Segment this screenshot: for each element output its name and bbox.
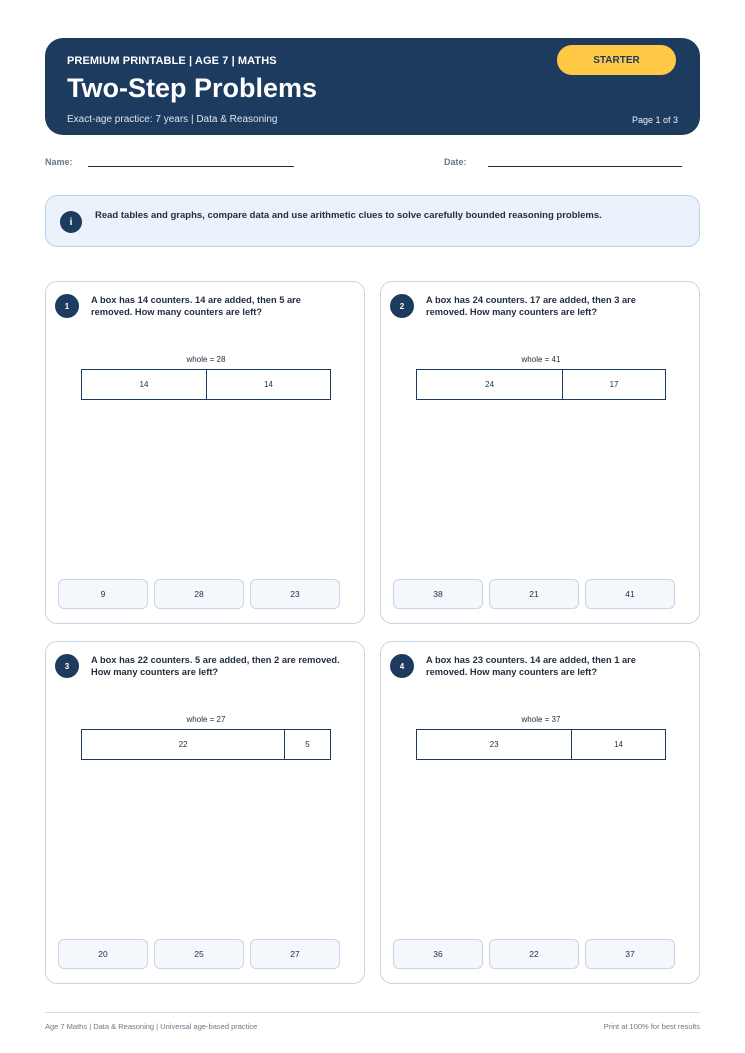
page-indicator: Page 1 of 3 (631, 115, 678, 125)
date-label: Date: (444, 157, 467, 167)
bar-model-part: 14 (571, 730, 665, 759)
bar-model (81, 369, 331, 400)
problem-number: 4 (390, 654, 414, 678)
answer-option-button[interactable]: 23 (250, 579, 340, 609)
answer-option-button[interactable]: 22 (489, 939, 579, 969)
problem-question: A box has 22 counters. 5 are added, then 2 are removed. How many counters are left? (91, 655, 340, 677)
answer-option-button[interactable]: 28 (154, 579, 244, 609)
problem-number: 2 (390, 294, 414, 318)
level-badge: STARTER (557, 45, 676, 75)
answer-options (393, 939, 675, 969)
answer-option-button[interactable]: 37 (585, 939, 675, 969)
footer-divider (45, 1012, 700, 1013)
bar-model (416, 729, 666, 760)
answer-option-button[interactable]: 20 (58, 939, 148, 969)
answer-options (58, 939, 340, 969)
problem-card (45, 281, 365, 624)
problem-number: 1 (55, 294, 79, 318)
bar-model-part: 17 (562, 370, 665, 399)
header-subtitle: Exact-age practice: 7 years | Data & Reasoning (67, 114, 278, 125)
answer-option-button[interactable]: 21 (489, 579, 579, 609)
answer-option-button[interactable]: 9 (58, 579, 148, 609)
bar-model-part: 5 (284, 730, 330, 759)
problem-question: A box has 24 counters. 17 are added, then 3 are removed. How many counters are left? (426, 295, 636, 317)
bar-model-part: 14 (139, 380, 149, 389)
bar-model-part: 22 (178, 740, 188, 749)
answer-options (58, 579, 340, 609)
answer-options (393, 579, 675, 609)
bar-model-whole-label: whole = 37 (521, 715, 561, 724)
bar-model (81, 729, 331, 760)
bar-model-whole-label: whole = 28 (186, 355, 226, 364)
answer-option-button[interactable]: 36 (393, 939, 483, 969)
problem-question: A box has 23 counters. 14 are added, then 1 are removed. How many counters are left? (426, 655, 636, 677)
bar-model-whole-label: whole = 41 (521, 355, 561, 364)
answer-option-button[interactable]: 38 (393, 579, 483, 609)
problem-card (45, 641, 365, 984)
bar-model (416, 369, 666, 400)
page-title: Two-Step Problems (67, 73, 318, 103)
name-label: Name: (45, 157, 73, 167)
problem-card (380, 281, 700, 624)
header-eyebrow: PREMIUM PRINTABLE | AGE 7 | MATHS (67, 55, 277, 67)
problem-question: A box has 14 counters. 14 are added, then 5 are removed. How many counters are left? (91, 295, 301, 317)
info-icon: i (60, 211, 82, 233)
instructions-box (45, 195, 700, 247)
bar-model-part: 24 (485, 380, 495, 389)
answer-option-button[interactable]: 41 (585, 579, 675, 609)
answer-option-button[interactable]: 25 (154, 939, 244, 969)
name-field[interactable] (88, 166, 294, 167)
instructions-text: Read tables and graphs, compare data and use arithmetic clues to solve carefully bounded reasoning problems. (95, 210, 602, 221)
date-field[interactable] (488, 166, 682, 167)
bar-model-part: 14 (206, 370, 330, 399)
worksheet-header (45, 38, 700, 135)
footer-note: Age 7 Maths | Data & Reasoning | Universal age-based practice (45, 1022, 258, 1031)
problem-card (380, 641, 700, 984)
footer-print-note: Print at 100% for best results (603, 1022, 700, 1031)
bar-model-whole-label: whole = 27 (186, 715, 226, 724)
answer-option-button[interactable]: 27 (250, 939, 340, 969)
problem-number: 3 (55, 654, 79, 678)
bar-model-part: 23 (489, 740, 499, 749)
